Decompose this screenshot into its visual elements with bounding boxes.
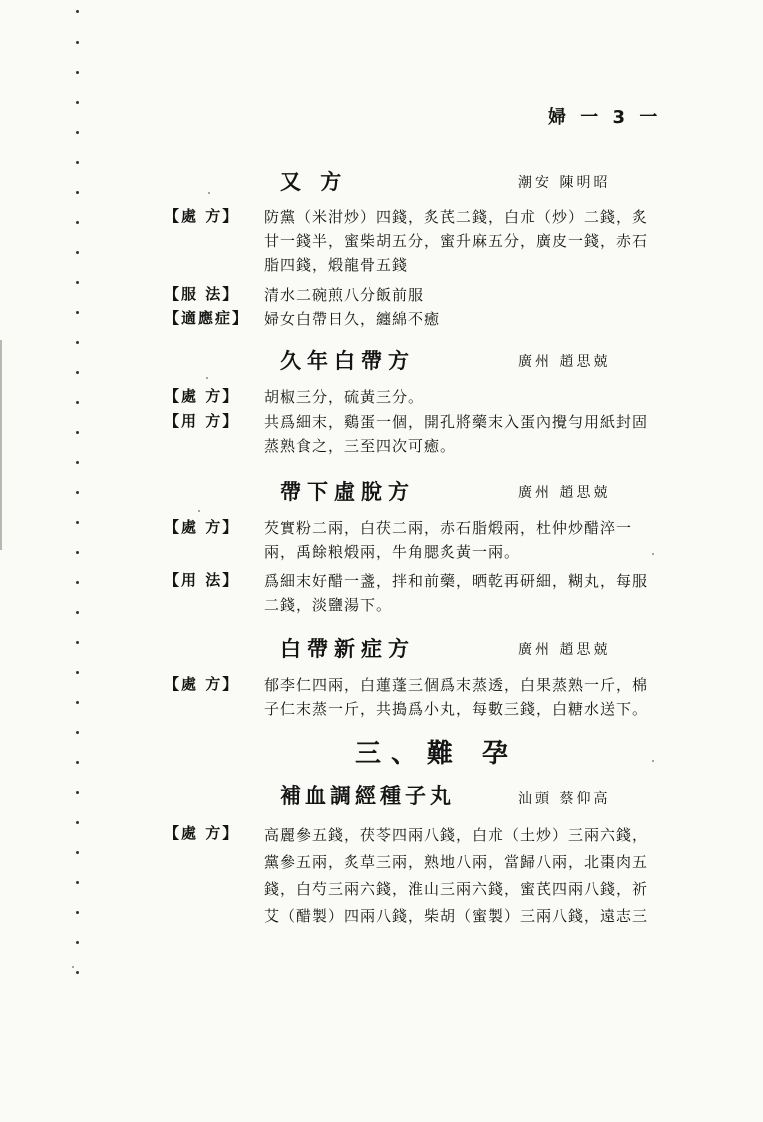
binding-hole	[76, 311, 79, 314]
entry-line: 兩，禹餘粮煅兩，牛角腮炙黃一兩。	[264, 543, 521, 561]
entry-text	[264, 307, 704, 331]
binding-hole	[76, 521, 79, 524]
entry-label: 【服 法】	[164, 285, 240, 303]
section-title: 三、難 孕	[355, 739, 519, 769]
binding-hole	[76, 461, 79, 464]
recipe-author: 汕頭 蔡仰高	[518, 791, 611, 807]
binding-hole	[76, 971, 79, 974]
entry-label: 【用 方】	[164, 412, 240, 430]
entry-line: 二錢，淡鹽湯下。	[264, 596, 393, 614]
entry-line: 共爲細末，鷄蛋一個，開孔將藥末入蛋內攪勻用紙封固	[264, 413, 649, 431]
binding-hole	[76, 611, 79, 614]
entry-line: 脂四錢，煅龍骨五錢	[264, 256, 409, 274]
entry-label: 【處 方】	[164, 675, 240, 693]
entry-text	[264, 673, 704, 721]
binding-hole	[76, 161, 79, 164]
binding-hole	[76, 71, 79, 74]
page-marker: 婦 一 3 一	[548, 107, 662, 128]
entry-line: 高麗參五錢，茯苓四兩八錢，白朮（土炒）三兩六錢，	[264, 826, 649, 844]
binding-hole	[76, 551, 79, 554]
binding-hole	[76, 731, 79, 734]
entry-label: 【適應症】	[164, 309, 250, 327]
entry-text	[264, 385, 704, 409]
entry-label: 【處 方】	[164, 207, 240, 225]
binding-hole	[76, 341, 79, 344]
entry-text	[264, 410, 704, 458]
binding-hole	[76, 761, 79, 764]
entry-text	[264, 283, 704, 307]
entry-label: 【處 方】	[164, 824, 240, 842]
entry-label: 【處 方】	[164, 518, 240, 536]
binding-hole	[76, 10, 79, 13]
binding-hole	[76, 821, 79, 824]
recipe-title: 補血調經種子丸	[280, 783, 455, 808]
entry-line: 子仁末蒸一斤，共搗爲小丸，每數三錢，白糖水送下。	[264, 700, 649, 718]
binding-hole	[76, 221, 79, 224]
binding-hole	[76, 941, 79, 944]
entry-text	[264, 569, 704, 617]
binding-hole	[76, 431, 79, 434]
recipe-title: 又 方	[280, 169, 348, 194]
binding-hole	[76, 131, 79, 134]
recipe-header	[0, 476, 763, 506]
recipe-header	[0, 633, 763, 663]
recipe-author: 潮安 陳明昭	[518, 175, 611, 191]
ink-speck	[72, 966, 74, 968]
entry-label: 【用 法】	[164, 571, 240, 589]
ink-speck	[208, 192, 210, 194]
entry-line: 艾（醋製）四兩八錢，柴胡（蜜製）三兩八錢，遠志三	[264, 907, 649, 925]
binding-hole	[76, 701, 79, 704]
recipe-header	[0, 166, 763, 196]
ink-speck	[652, 553, 654, 555]
recipe-title: 久年白帶方	[280, 348, 415, 373]
recipe-author: 廣州 趙思兢	[518, 642, 611, 658]
binding-hole	[76, 581, 79, 584]
entry-line: 錢，白芍三兩六錢，淮山三兩六錢，蜜芪四兩八錢，祈	[264, 880, 649, 898]
recipe-author: 廣州 趙思兢	[518, 485, 611, 501]
entry-text	[264, 822, 704, 930]
binding-hole	[76, 101, 79, 104]
binding-hole	[76, 911, 79, 914]
recipe-title: 帶下虛脫方	[280, 479, 415, 504]
recipe-header	[0, 345, 763, 375]
binding-hole	[76, 401, 79, 404]
entry-line: 郁李仁四兩，白蓮蓬三個爲末蒸透，白果蒸熟一斤，棉	[264, 676, 649, 694]
recipe-author: 廣州 趙思兢	[518, 354, 611, 370]
entry-line: 胡椒三分，硫黃三分。	[264, 388, 425, 406]
recipe-header	[0, 780, 763, 810]
binding-hole	[76, 41, 79, 44]
binding-hole	[76, 671, 79, 674]
ink-speck	[206, 377, 208, 379]
entry-line: 黨參五兩，炙草三兩，熟地八兩，當歸八兩，北棗肉五	[264, 853, 649, 871]
ink-speck	[652, 760, 654, 762]
entry-text	[264, 516, 704, 564]
entry-line: 爲細末好醋一盞，拌和前藥，晒乾再研細，糊丸，每服	[264, 572, 649, 590]
binding-hole	[76, 881, 79, 884]
recipe-title: 白帶新症方	[280, 636, 415, 661]
entry-text	[264, 205, 704, 277]
entry-line: 婦女白帶日久，纏綿不癒	[264, 310, 441, 328]
entry-line: 甘一錢半，蜜柴胡五分，蜜升麻五分，廣皮一錢，赤石	[264, 232, 649, 250]
binding-hole	[76, 251, 79, 254]
entry-label: 【處 方】	[164, 387, 240, 405]
entry-line: 清水二碗煎八分飯前服	[264, 286, 425, 304]
entry-line: 蒸熟食之，三至四次可癒。	[264, 437, 457, 455]
ink-speck	[198, 510, 200, 512]
entry-line: 芡實粉二兩，白茯二兩，赤石脂煅兩，杜仲炒醋淬一	[264, 519, 633, 537]
entry-line: 防黨（米泔炒）四錢，炙芪二錢，白朮（炒）二錢，炙	[264, 208, 649, 226]
binding-hole	[76, 851, 79, 854]
binding-hole	[76, 281, 79, 284]
